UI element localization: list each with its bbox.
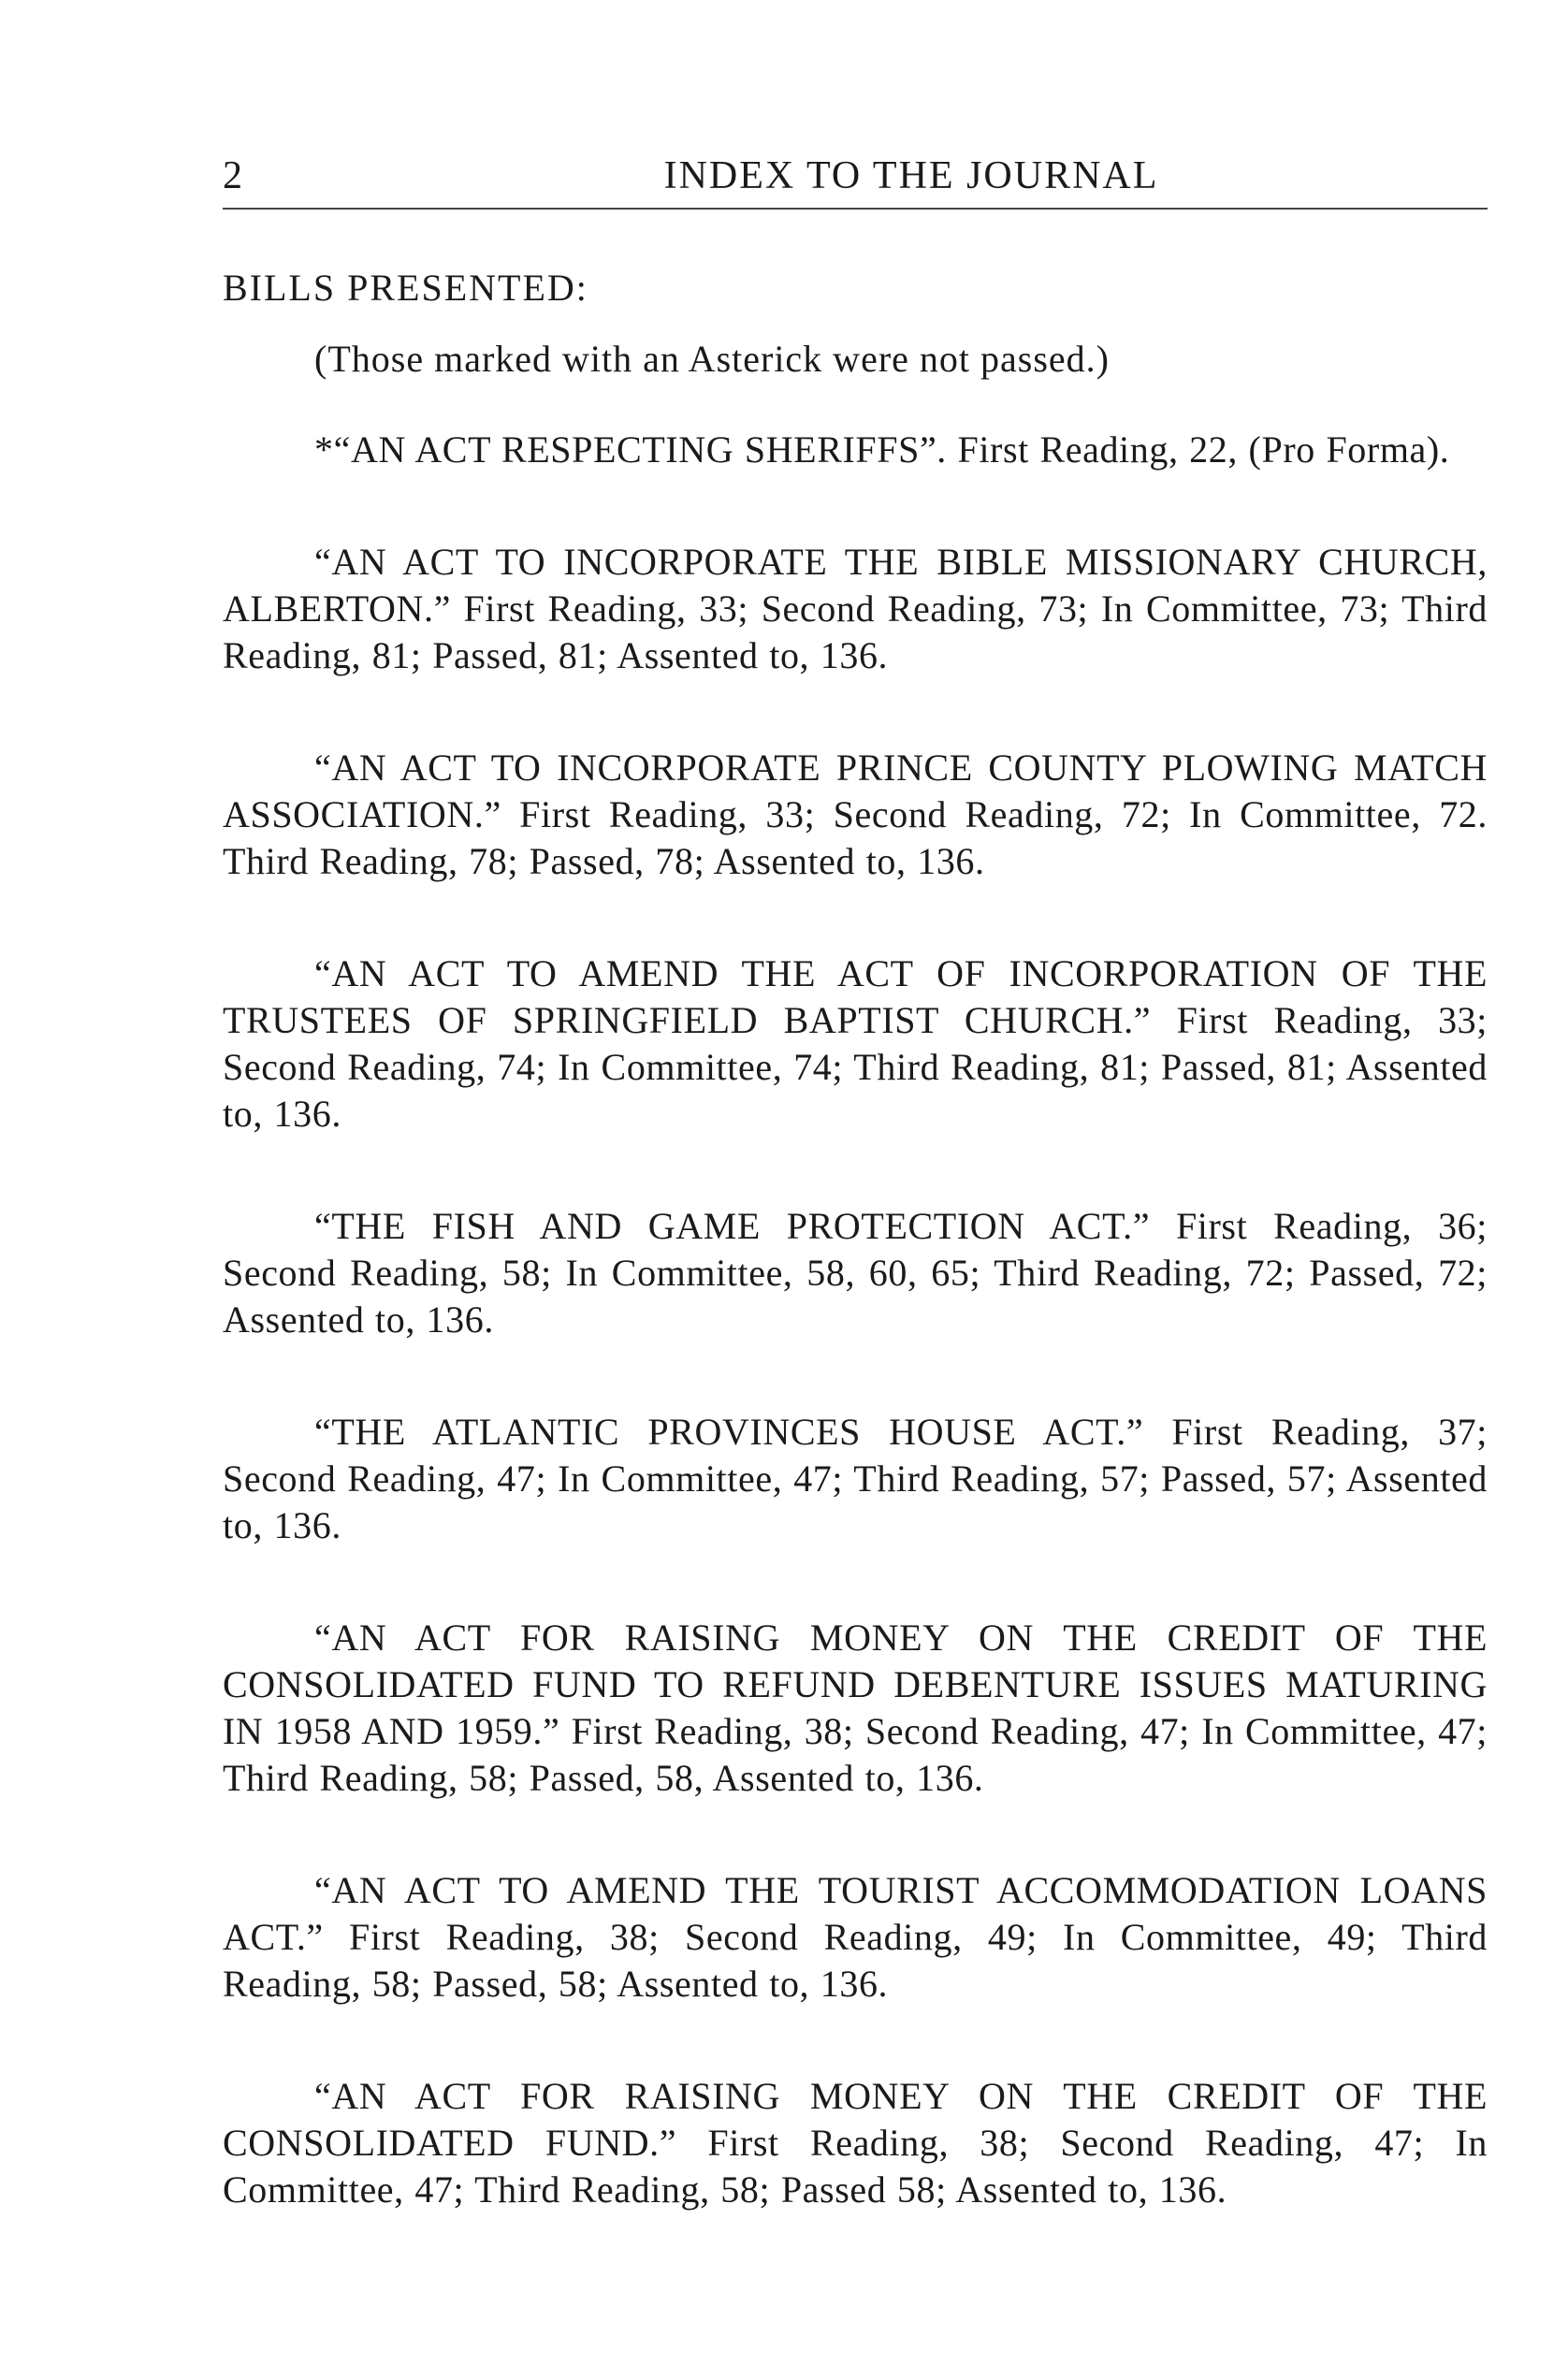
bill-entry: “THE FISH AND GAME PROTECTION ACT.” First Reading, 36; Second Reading, 58; In Committee, 58, 60, 65; Third Reading, 72; Passed, 72; Assented to, 136. <box>223 1205 1488 1341</box>
page-header <box>223 148 1488 204</box>
bill-entry: “AN ACT FOR RAISING MONEY ON THE CREDIT OF THE CONSOLIDATED FUND.” First Reading, 38; Second Reading, 47; In Committee, 47; Third Reading, 58; Passed 58; Assented to, 136. <box>223 2075 1488 2211</box>
bill-entry: “AN ACT FOR RAISING MONEY ON THE CREDIT OF THE CONSOLIDATED FUND TO REFUND DEBENTURE ISSUES MATURING IN 1958 AND 1959.” First Reading, 38; Second Reading, 47; In Committee, 47; Third Reading, 58; Passed, 58, Assented to, 136. <box>223 1617 1488 1799</box>
bill-entry: “AN ACT TO AMEND THE ACT OF INCORPORATION OF THE TRUSTEES OF SPRINGFIELD BAPTIST CHURCH.” First Reading, 33; Second Reading, 74; In Committee, 74; Third Reading, 81; Passed, 81; Assented to, 136. <box>223 952 1488 1135</box>
bill-entry: “AN ACT TO INCORPORATE THE BIBLE MISSIONARY CHURCH, ALBERTON.” First Reading, 33; Second Reading, 73; In Committee, 73; Third Reading, 81; Passed, 81; Assented to, 136. <box>223 541 1488 676</box>
running-title: INDEX TO THE JOURNAL <box>663 154 1159 197</box>
bill-entry: “THE ATLANTIC PROVINCES HOUSE ACT.” First Reading, 37; Second Reading, 47; In Committee, 47; Third Reading, 57; Passed, 57; Assented to, 136. <box>223 1411 1488 1546</box>
bill-entries <box>223 427 1488 2279</box>
bill-entry: “AN ACT TO AMEND THE TOURIST ACCOMMODATION LOANS ACT.” First Reading, 38; Second Reading, 49; In Committee, 49; Third Reading, 58; Passed, 58; Assented to, 136. <box>223 1869 1488 2005</box>
section-heading: BILLS PRESENTED: <box>223 267 588 309</box>
bill-entry: “AN ACT TO INCORPORATE PRINCE COUNTY PLOWING MATCH ASSOCIATION.” First Reading, 33; Second Reading, 72; In Committee, 72. Third Reading, 78; Passed, 78; Assented to, 136. <box>223 747 1488 882</box>
section-note: (Those marked with an Asterick were not passed.) <box>314 338 1110 380</box>
bill-entry: *“AN ACT RESPECTING SHERIFFS”. First Reading, 22, (Pro Forma). <box>314 428 1450 471</box>
page-number: 2 <box>223 154 242 197</box>
header-rule <box>223 208 1488 210</box>
